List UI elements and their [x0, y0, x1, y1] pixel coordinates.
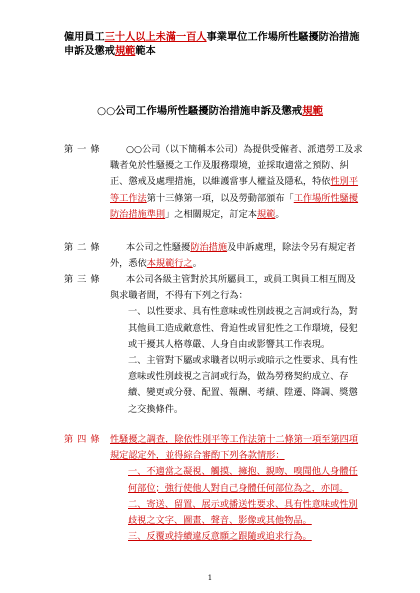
list-item: 一、以性要求、具有性意味或性別歧視之言詞或行為，對其他員工造成敵意性、脅迫性或冒犯性之工作環境，侵犯或干擾其人格尊嚴、人身自由或影響其工作表現。: [128, 306, 358, 350]
article-body: [110, 142, 364, 223]
article-body: [110, 240, 364, 272]
prevention-measures-link[interactable]: 防治措施: [190, 242, 228, 253]
article-text: 第十三條第一項，以及勞動部頒布「: [146, 192, 294, 204]
article-text: 。: [275, 208, 285, 220]
title-suffix: 範本: [135, 45, 156, 57]
article-label: 第二條: [64, 242, 104, 253]
article-text: 」之相關規定，訂定本: [165, 208, 257, 220]
list-item: 二、主管對下屬或求職者以明示或暗示之性要求、具有性意味或性別歧視之言詞或行為，做為勞務契約成立、存續、變更或分發、配置、報酬、考績、陞遷、降調、獎懲之交換條件。: [128, 355, 358, 415]
list-item: 二、寄送、留置、展示或播送性要求、具有性意味或性別歧視之文字、圖畫、聲音、影像或其他物品。: [128, 498, 358, 527]
subtitle-text: ○○公司工作場所性騷擾防治措施申訴及懲戒: [97, 105, 303, 117]
list-item: 三、反覆或持續違反意願之跟隨或追求行為。: [128, 531, 312, 543]
article-label: 第三條: [64, 274, 104, 285]
subtitle-highlight: 規範: [302, 105, 323, 117]
document-subtitle: [0, 104, 420, 118]
title-highlight-size: 三十人以上未滿一百人: [104, 31, 207, 43]
title-highlight-norm: 規範: [114, 45, 136, 57]
article-text: 及申訴處理，除法令另有規定者外，悉依: [110, 242, 356, 270]
article-text: 。: [192, 258, 202, 270]
article-intro: 性騷擾之調查，除依性別平等工作法第十二條第一項至第四項規定認定外，並得綜合審酌下列各款情形：: [110, 434, 359, 462]
list-item: 一、不適當之凝視、觸摸、擁抱、親吻、嗅聞他人身體任何部位；強行使他人對自己身體任何部位為之，亦同。: [128, 466, 358, 494]
title-prefix: 僱用員工: [64, 31, 105, 43]
norm-link[interactable]: 規範: [257, 208, 276, 220]
article-body: [110, 272, 364, 418]
article-text: ○○公司（以下簡稱本公司）為提供受僱者、派遣勞工及求職者免於性騷擾之工作及服務環境，並採取適當之預防、糾正、懲戒及處理措施，以維護當事人權益及隱私，特依: [110, 144, 363, 188]
title-middle: 事業單位工作場所性騷擾防治措施申訴及懲戒: [64, 31, 360, 57]
article-intro: 本公司各級主管對於其所屬員工，或員工與員工相互間及與求職者間，不得有下列之行為：: [110, 274, 356, 302]
article-body: [110, 432, 364, 545]
document-title: [64, 30, 364, 58]
harassment-rules-link[interactable]: 工作場所性騷擾防治措施準則: [110, 192, 359, 220]
article-label: 第一條: [64, 144, 104, 155]
article-label: 第四條: [64, 434, 104, 445]
page-number: 1: [207, 574, 213, 582]
gender-equality-law-link[interactable]: 性別平等工作法: [110, 176, 359, 204]
article-text: 本公司之性騷擾: [126, 242, 191, 253]
norm-link[interactable]: 本規範行之: [146, 258, 193, 270]
